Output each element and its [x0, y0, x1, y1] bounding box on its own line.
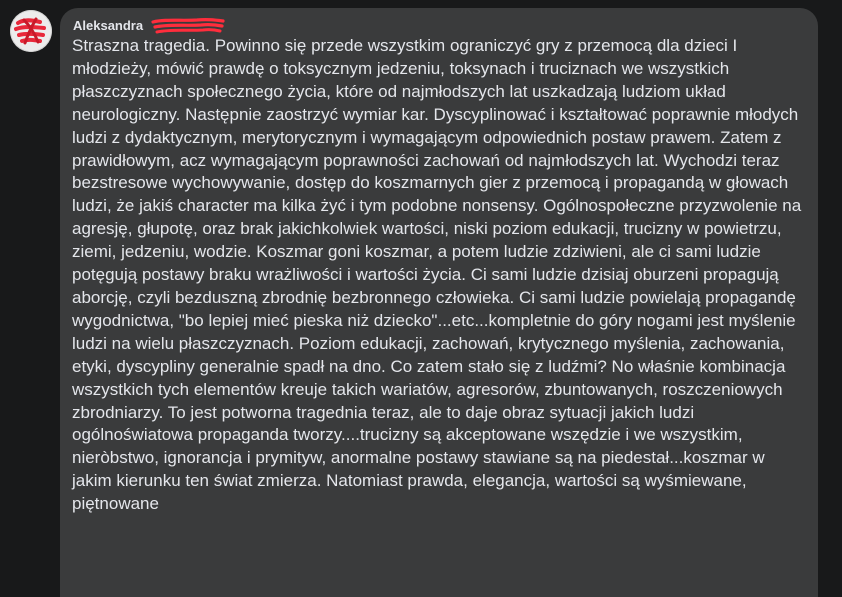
avatar[interactable]	[10, 10, 52, 52]
comment-bubble	[60, 8, 818, 597]
comment-author-name: Aleksandra	[73, 18, 144, 33]
avatar-redacted-icon	[10, 10, 52, 52]
comment-text: Straszna tragedia. Powinno się przede wszystkim ograniczyć gry z przemocą dla dzieci I młodzieży, mówić prawdę o toksycznym jedzeniu, toksynach i truciznach we wszystkich płaszczyznach społecznego życia, które od najmłodszych lat uszkadzają ludziom układ neurologiczny. Następnie zaostrzyć wymiar kar. Dyscyplinować i kształtować poprawnie młodych ludzi z dydaktycznym, merytorycznym i wymagającym odpowiednich postaw prawem. Zatem z prawidłowym, acz wymagającym poprawności zachowań od najmłodszych lat. Wychodzi teraz bezstresowe wychowywanie, dostęp do koszmarnych gier z przemocą i propagandą w głowach ludzi, że jakiś character ma kilka żyć i tym podobne nonsensy. Ogólnospołeczne przyzwolenie na agresję, głupotę, oraz brak jakichkolwiek wartości, niski poziom edukacji, trucizny w powietrzu, ziemi, jedzeniu, wodzie. Koszmar goni koszmar, a potem ludzie zdziwieni, ale ci sami ludzie potęgują postawy braku wrażliwości i wartości życia. Ci sami ludzie dzisiaj oburzeni propagują aborcję, czyli bezduszną zbrodnię bezbronnego człowieka. Ci sami ludzie powielają propagandę wygodnictwa, "bo lepiej mieć pieska niż dziecko"...etc...kompletnie do góry nogami jest myślenie ludzi na wielu płaszczyznach. Poziom edukacji, zachowań, krytycznego myślenia, zachowania, etyki, dyscypliny generalnie spadł na dno. Co zatem stało się z ludźmi? No właśnie kombinacja wszystkich tych elementów kreuje takich wariatów, agresorów, zbuntowanych, roszczeniowych zbrodniarzy. To jest potworna tragednia teraz, ale to daje obraz sytuacji jakich ludzi ogólnoświatowa propaganda tworzy....trucizny są akceptowane wszędzie i we wszystkim, nieròbstwo, ignorancja i prymityw, anormalne postawy stawiane są na piedestał...koszmar w jakim kierunku ten świat zmierza. Natomiast prawda, elegancja, wartości są wyśmiewane, piętnowane	[72, 36, 802, 514]
comment-author[interactable]	[73, 17, 143, 35]
